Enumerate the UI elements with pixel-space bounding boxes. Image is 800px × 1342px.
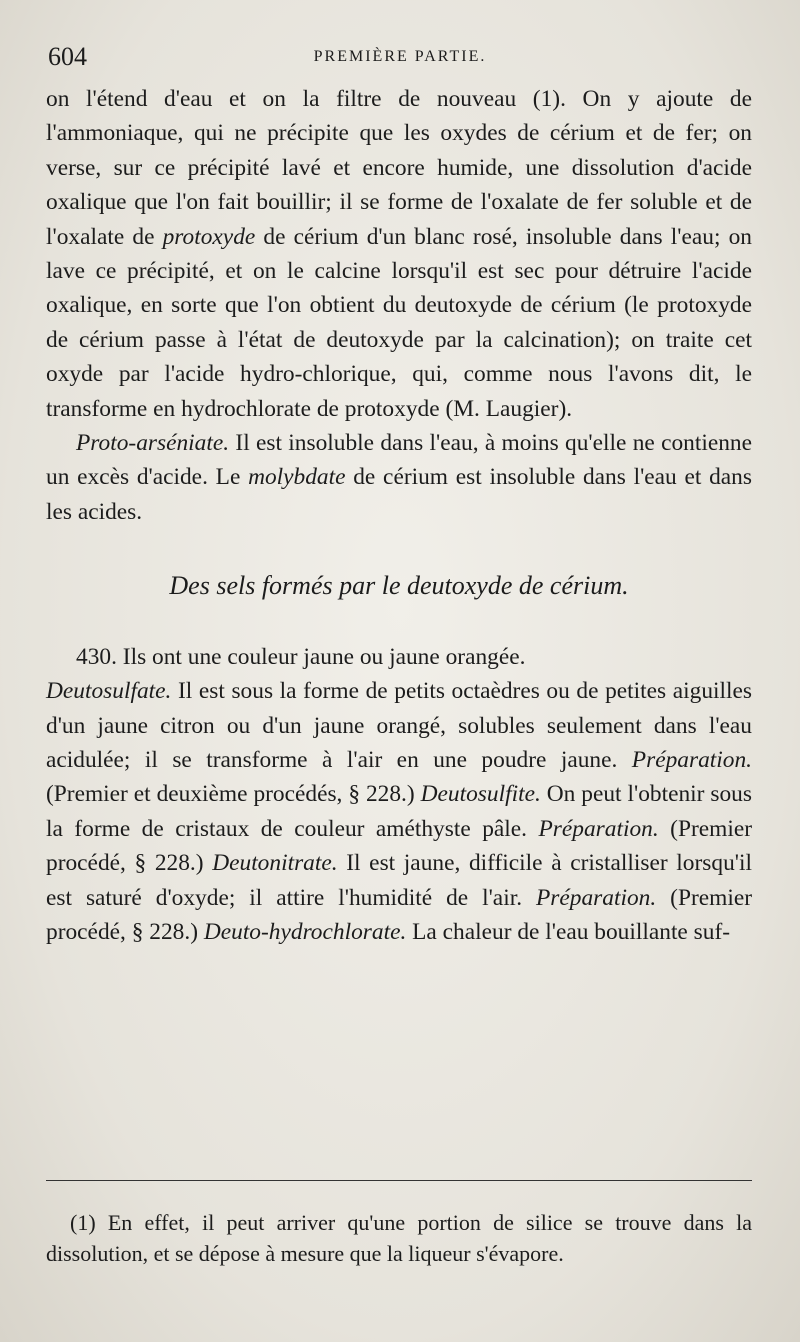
paragraph-oxalate <box>46 82 752 426</box>
text-run: (Premier procédé, § 228.) <box>46 884 752 945</box>
italic-term: Préparation. <box>536 884 657 911</box>
italic-term: protoxyde <box>162 223 256 250</box>
italic-term: Préparation. <box>538 815 659 842</box>
page-number: 604 <box>48 42 87 71</box>
footnote-divider <box>46 1180 752 1181</box>
italic-term: Deutonitrate. <box>212 850 338 877</box>
text-run: La chaleur de l'eau bouillante suf- <box>406 918 731 945</box>
text-run: on l'étend d'eau et on la filtre de nouveau (1). On y ajoute de l'ammoniaque, qui ne précipite que les oxydes de cérium et de fer; on verse, sur ce précipité lavé et encore humide, une dissolution d'acide oxalique que l'on fait bouillir; il se forme de l'oxalate de fer soluble et de l'oxalate de <box>46 86 752 250</box>
text-run: Il est insoluble dans l'eau, à moins qu'elle ne contienne un excès d'acide. Le <box>46 430 752 491</box>
text-run: On peut l'obtenir sous la forme de cristaux de couleur améthyste pâle. <box>46 781 752 842</box>
text-run: de cérium d'un blanc rosé, insoluble dans l'eau; on lave ce précipité, et on le calcine lorsqu'il est sec pour détruire l'acide oxalique, en sorte que l'on obtient du deutoxyde de cérium (le protoxyde de cérium passe à l'état de deutoxyde par la calcination); on traite cet oxyde par l'acide hydro-chlorique, qui, comme nous l'avons dit, le transforme en hydrochlorate de protoxyde (M. Laugier). <box>46 223 752 422</box>
text-run: Il est jaune, difficile à cristalliser lorsqu'il est saturé d'oxyde; il attire l'humidité de l'air. <box>46 850 752 911</box>
italic-term: molybdate <box>248 464 346 491</box>
text-run: (Premier procédé, § 228.) <box>46 815 752 877</box>
text-run: de cérium est insoluble dans l'eau et dans les acides. <box>46 464 752 525</box>
italic-term: Deutosulfite. <box>420 781 541 808</box>
italic-term: Préparation. <box>631 746 752 773</box>
paragraph-proto-arseniate <box>46 426 752 529</box>
paragraph-430: 430. Ils ont une couleur jaune ou jaune orangée. <box>76 643 526 670</box>
footnote-text: (1) En effet, il peut arriver qu'une portion de silice se trouve dans la dissolution, et se dépose à mesure que la liqueur s'évapore. <box>46 1210 752 1266</box>
section-heading: Des sels formés par le deutoxyde de cérium. <box>169 571 629 601</box>
main-text <box>46 82 752 949</box>
running-head: PREMIÈRE PARTIE. <box>313 48 487 65</box>
paragraph-deutosulfate <box>46 674 752 949</box>
italic-term: Deutosulfate. <box>46 678 172 705</box>
page-header <box>46 42 754 76</box>
italic-term: Deuto-hydrochlorate. <box>203 918 407 945</box>
footnote <box>46 1208 752 1269</box>
italic-term: Proto-arséniate. <box>76 430 230 457</box>
text-run: (Premier et deuxième procédés, § 228.) <box>46 781 421 808</box>
text-run: Il est sous la forme de petits octaèdres ou de petites aiguilles d'un jaune citron ou d'un jaune orangé, solubles seulement dans l'eau acidulée; il se transforme à l'air en une poudre jaune. <box>46 678 752 773</box>
